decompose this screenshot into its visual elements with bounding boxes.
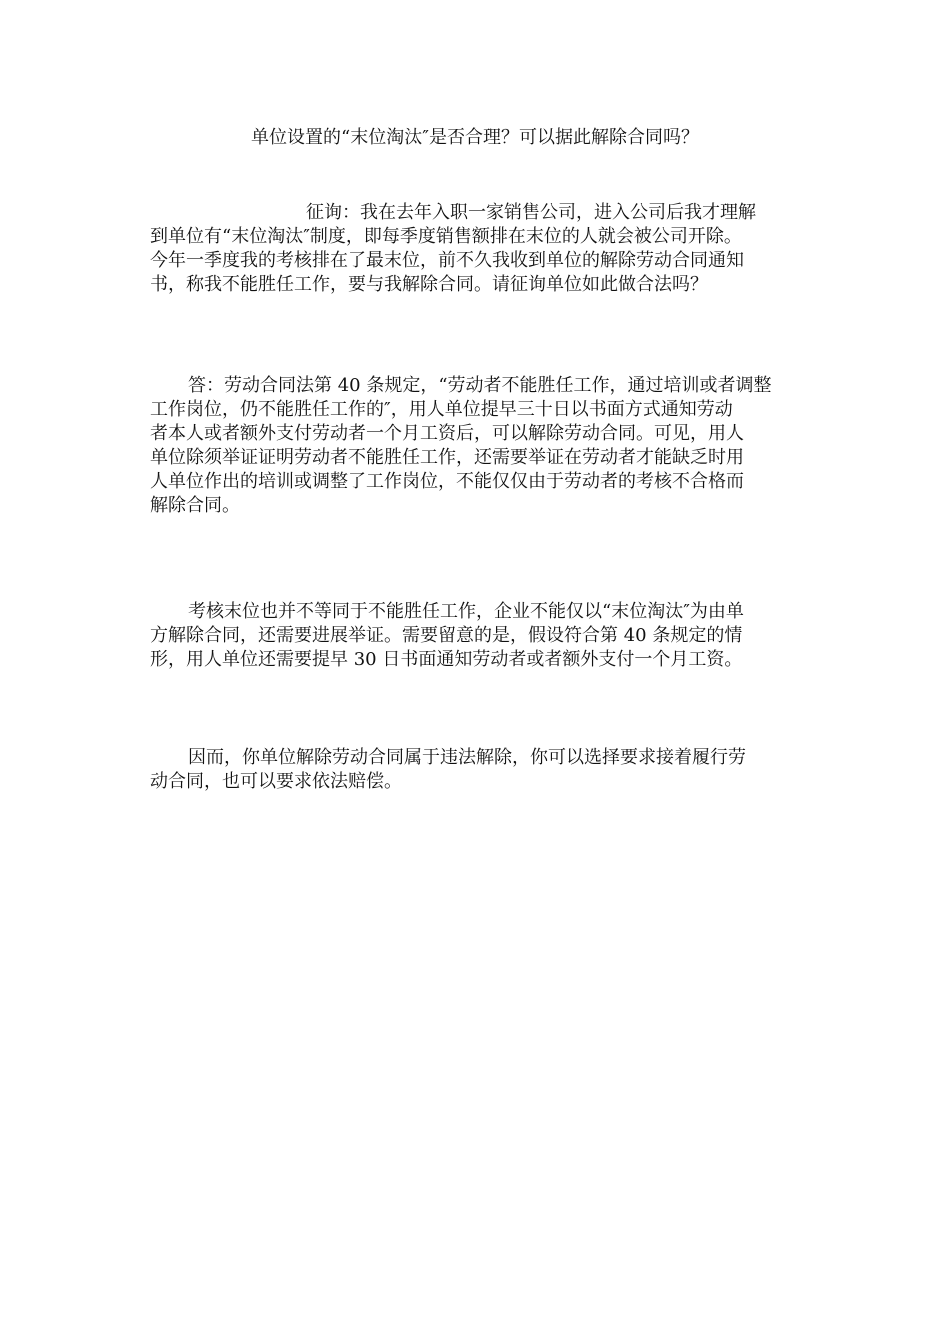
paragraph-line: 考核末位也并不等同于不能胜任工作，企业不能仅以“末位淘汰″为由单: [188, 601, 744, 622]
paragraph-line: 单位除须举证证明劳动者不能胜任工作，还需要举证在劳动者才能缺乏时用: [150, 447, 744, 468]
paragraph-line: 方解除合同，还需要进展举证。需要留意的是，假设符合第 40 条规定的情: [150, 625, 743, 646]
paragraph-line: 因而，你单位解除劳动合同属于违法解除，你可以选择要求接着履行劳: [188, 747, 746, 768]
assessment-paragraph: [150, 600, 802, 672]
paragraph-line: 答：劳动合同法第 40 条规定，“劳动者不能胜任工作，通过培训或者调整: [188, 375, 772, 396]
paragraph-line: 者本人或者额外支付劳动者一个月工资后，可以解除劳动合同。可见，用人: [150, 423, 744, 444]
paragraph-line: 形，用人单位还需要提早 30 日书面通知劳动者或者额外支付一个月工资。: [150, 649, 743, 670]
question-paragraph: [150, 201, 802, 297]
paragraph-line: 解除合同。: [150, 495, 240, 516]
answer-paragraph: [150, 374, 802, 518]
paragraph-line: 到单位有“末位淘汰″制度，即每季度销售额排在末位的人就会被公司开除。: [150, 226, 742, 247]
conclusion-paragraph: [150, 746, 802, 794]
document-title: 单位设置的“末位淘汰″是否合理？可以据此解除合同吗？: [251, 127, 699, 148]
paragraph-line: 动合同，也可以要求依法赔偿。: [150, 771, 402, 792]
paragraph-line: 今年一季度我的考核排在了最末位，前不久我收到单位的解除劳动合同通知: [150, 250, 744, 271]
paragraph-line: 征询：我在去年入职一家销售公司，进入公司后我才理解: [306, 202, 756, 223]
paragraph-line: 工作岗位，仍不能胜任工作的″，用人单位提早三十日以书面方式通知劳动: [150, 399, 733, 420]
paragraph-line: 人单位作出的培训或调整了工作岗位，不能仅仅由于劳动者的考核不合格而: [150, 471, 744, 492]
paragraph-line: 书，称我不能胜任工作，要与我解除合同。请征询单位如此做合法吗？: [150, 274, 708, 295]
